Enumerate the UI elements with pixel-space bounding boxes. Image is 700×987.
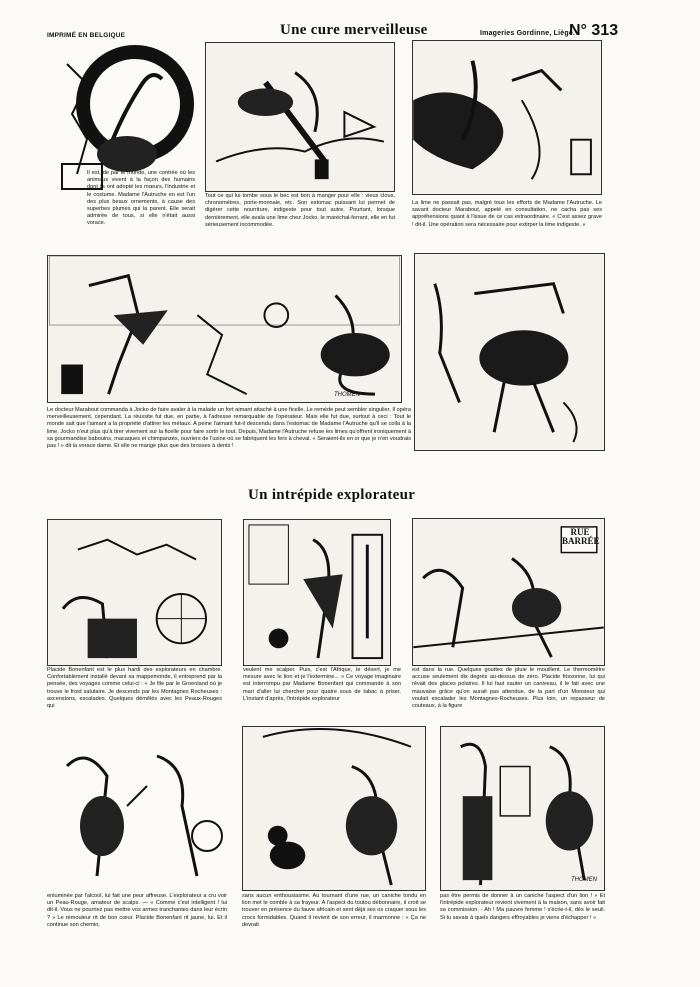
story1-caption-1: Il est, de par le monde, une contrée où les animaux vivent à la façon des humains dont ils ont adopté les mœurs, l'industrie et le costume. Madame l'Autruche en est l'un des plus beaux ornements, à cause des superbes plumes qui la parent. Elle serait admirée de tous, si elle n'était aussi vorace. xyxy=(87,170,195,227)
story1-caption-3: La lime ne passait pas, malgré tous les efforts de Madame l'Autruche. Le savant docteur Marabout, appelé en consultation, ne cacha pas ses appréhensions quant à l'issue de ce cas extraordinaire. « C'est assez grave ! dit-il. Une opération sera nécessaire pour extirper la lime indigeste. » xyxy=(412,200,602,228)
ostrich-eating-illustration xyxy=(206,43,394,191)
story2-caption-3: est dans la rue. Quelques gouttes de pluie le mouillent. Le thermomètre accuse seulement dix degrés au-dessus de zéro. Placide frissonne, lui qui rêvait des glaces polaires. Il lui faut sauter un caniveau, il le fait avec une mauvaise grâce qu'on aurait pas attendue, de la part d'un Monsieur qui voulait escalader les Montagnes-Rocheuses. Plus loin, un repasseur de couteaux, à la figure xyxy=(412,667,605,710)
imprint-line: IMPRIMÉ EN BELGIQUE xyxy=(47,32,126,39)
panel-2-4 xyxy=(47,726,227,891)
sheet-number: N° 313 xyxy=(569,22,619,39)
story2-caption-4: enluminée par l'alcool, lui fait une peur affreuse. L'explorateur a cru voir un Peau-Rouge, amateur de scalps. — « Comme c'est intelligent ! lui dit-il. Vous ne pourriez pas mettre vos armes tranchantes dans leur écrin ? » Le rémouleur rit de bon cœur. Placide Bonenfant rit jaune, lui. Et il continue son chemin, xyxy=(47,893,227,928)
panel-1-3 xyxy=(412,40,602,195)
explorer-globe-illustration xyxy=(48,520,221,665)
doctor-consultation-illustration xyxy=(413,41,601,194)
ostrich-recovered-illustration xyxy=(415,254,604,450)
story1-caption-4: Le docteur Marabout commanda à Jocko de faire avaler à la malade un fort aimant attaché à une ficelle. Le remède peut sembler singulier. Il opéra merveilleusement, cependant. La réussite fut due, en partie, à l'adresse remarquable de l'opérateur. Mais elle fut due, surtout à ceci : Tout le monde sait que l'aimant a la propriété d'attirer les métaux. A peine l'aimant fut-il descendu dans l'estomac de Madame l'Autruche qu'il se colla à la lime. Jocko n'eut plus qu'à tirer vivement sur la ficelle pour faire sortir le tout. Depuis, Madame l'Autruche refuse les limes qu'offrent ironiquement à sa gourmandise babouins, macaques et chimpanzés, ouvriers de l'usine où se fabriquent les fers à cheval. « Seraient-ils en or que je n'en voudrais pas ! » dit la vorace dame. Et elle ne mange plus que des brosses à dents ! xyxy=(47,407,411,450)
street-sign xyxy=(562,528,598,546)
panel-2-6 xyxy=(440,726,605,891)
story1-caption-2: Tout ce qui lui tombe sous le bec est bon à manger pour elle : vieux clous, chronomètres, porte-monnaie, etc. Son estomac puissant lui permet de digérer cette nourriture, indigeste pour tout autre. Pourtant, lorsque dernièrement, elle avala une lime chez Jocko, le maréchal-ferrant, elle en fut sérieusement incommodée. xyxy=(205,193,395,228)
story2-caption-1: Placide Bonenfant est le plus hardi des explorateurs en chambre. Confortablement installé devant sa mappemonde, il entreprend par la pensée, des voyages comme celui-ci : « Je file par le Groenland où je trouve le froid salutaire. Je descends par les Montagnes Rocheuses : ascensions, escalades. Quelques démêlés avec les Peaux-Rouges qui xyxy=(47,667,222,710)
story1-signature: THOMEN xyxy=(334,392,360,398)
story2-signature: THOMEN xyxy=(571,877,597,883)
story2-caption-6: pas être permis de donner à un caniche l'aspect d'un lion ! » Et l'intrépide explorateur revient vivement à la maison, sans avoir fait sa commission. - Ah ! Ma pauvre femme ! s'écrie-t-il, dès le seuil. Si tu savais à quels dangers effroyables je viens d'échapper ! » xyxy=(440,893,605,921)
panel-1-2 xyxy=(205,42,395,192)
panel-2-2 xyxy=(243,519,391,666)
explorer-window-illustration xyxy=(244,520,390,665)
panel-1-5 xyxy=(414,253,605,451)
panel-2-1 xyxy=(47,519,222,666)
knife-grinder-illustration xyxy=(47,726,227,891)
explorer-home-illustration xyxy=(441,727,604,890)
street-sign-line1: RUE xyxy=(570,527,590,537)
story2-caption-5: sans aucun enthousiasme. Au tournant d'une rue, un caniche tondu en lion met le comble à sa frayeur. A l'aspect du toutou débonnaire, il croit se trouver en présence du fauve africain et sent déjà ses os craquer sous les crocs formidables. Quand il revient de son erreur, il marmonne : « Ça ne devrait xyxy=(242,893,426,928)
publisher-line: Imageries Gordinne, Liège. xyxy=(480,30,576,37)
page-title: Une cure merveilleuse xyxy=(280,22,428,38)
panel-2-5 xyxy=(242,726,426,891)
panel-1-4 xyxy=(47,255,402,403)
magnet-operation-illustration xyxy=(48,256,401,402)
story2-title: Un intrépide explorateur xyxy=(248,487,416,503)
story2-caption-2: veulent me scalper. Puis, c'est l'Afrique, le désert, je me mesure avec le lion et je l'extermine... » Ce voyage imaginaire est interrompu par Madame Bonenfant qui commande à son mari d'aller lui chercher pour quatre sous de tabac à priser. L'instant d'après, l'intrépide explorateur xyxy=(243,667,401,702)
street-sign-line2: BARRÉE xyxy=(562,536,600,546)
poodle-illustration xyxy=(243,727,425,890)
